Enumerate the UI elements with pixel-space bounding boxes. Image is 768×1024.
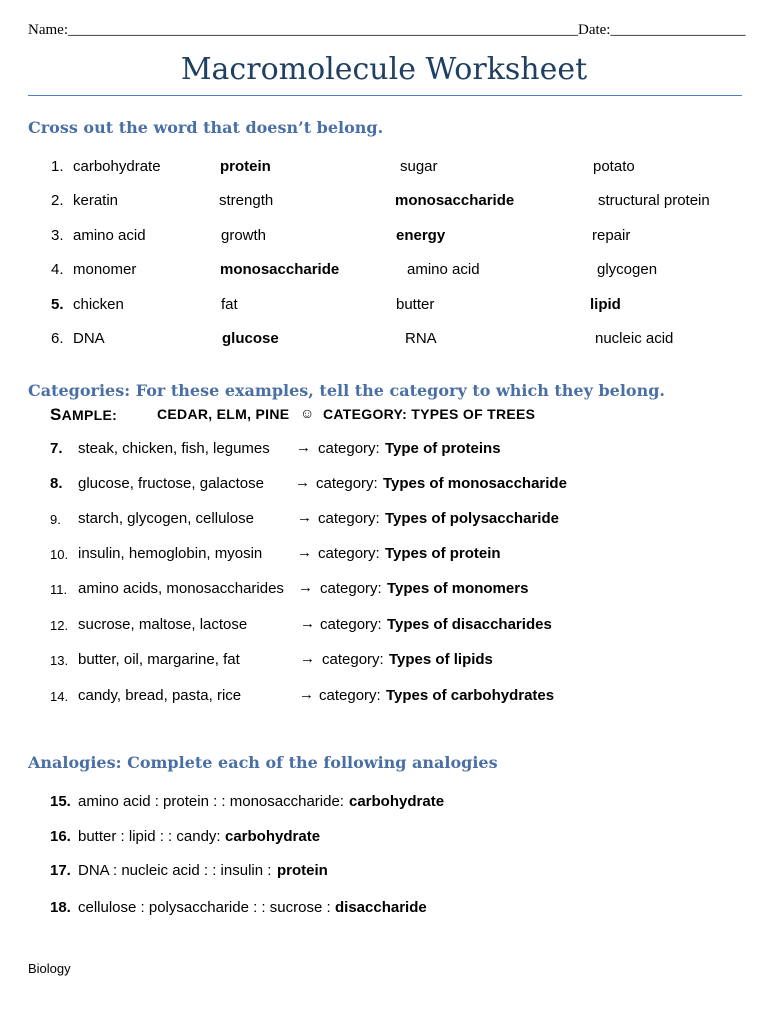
word-option: monosaccharide (220, 261, 340, 278)
question-number: 7. (50, 440, 63, 457)
category-answer: Types of monosaccharide (383, 475, 567, 492)
analogy-answer: carbohydrate (225, 828, 321, 845)
category-answer: Type of proteins (385, 440, 501, 457)
word-option: lipid (590, 296, 621, 313)
word-option: butter (396, 296, 435, 313)
question-number: 6. (51, 330, 64, 347)
arrow-right-icon: → (298, 579, 313, 596)
example-list: starch, glycogen, cellulose (78, 510, 254, 527)
question-number: 2. (51, 192, 64, 209)
arrow-right-icon: → (296, 439, 311, 456)
category-answer: Types of monomers (387, 580, 529, 597)
example-list: amino acids, monosaccharides (78, 580, 284, 597)
arrow-right-icon: → (300, 615, 315, 632)
word-option: glucose (222, 330, 279, 347)
category-answer: Types of lipids (389, 651, 493, 668)
question-number: 12. (50, 618, 69, 633)
question-number: 14. (50, 689, 69, 704)
smiley-icon: ☺ (300, 405, 315, 421)
title-divider (28, 95, 742, 96)
example-list: sucrose, maltose, lactose (78, 616, 248, 633)
word-option: RNA (405, 330, 437, 347)
question-number: 8. (50, 475, 63, 492)
word-option: DNA (73, 330, 105, 347)
category-answer: Types of polysaccharide (385, 510, 559, 527)
section-cross-out-heading: Cross out the word that doesn’t belong. (28, 118, 384, 137)
example-list: glucose, fructose, galactose (78, 475, 264, 492)
example-list: butter, oil, margarine, fat (78, 651, 240, 668)
analogy-answer: carbohydrate (349, 793, 445, 810)
sample-row (50, 405, 117, 425)
arrow-right-icon: → (299, 686, 314, 703)
footer-subject: Biology (28, 961, 71, 976)
category-label: category: (322, 651, 384, 668)
word-option: repair (592, 227, 631, 244)
section-categories-heading: Categories: For these examples, tell the category to which they belong. (28, 381, 665, 400)
word-option: monomer (73, 261, 137, 278)
name-blank-line: ____________________________________________________________________ (67, 22, 578, 38)
category-label: category: (316, 475, 378, 492)
analogy-prompt: amino acid : protein : : monosaccharide: (78, 793, 344, 810)
word-option: nucleic acid (595, 330, 674, 347)
word-option: keratin (73, 192, 119, 209)
question-number: 13. (50, 653, 69, 668)
analogy-prompt: DNA : nucleic acid : : insulin : (78, 862, 272, 879)
name-label: Name: (28, 22, 68, 38)
category-answer: Types of disaccharides (387, 616, 552, 633)
category-label: category: (319, 687, 381, 704)
category-answer: Types of protein (385, 545, 501, 562)
word-option: energy (396, 227, 446, 244)
category-label: category: (318, 440, 380, 457)
category-answer: Types of carbohydrates (386, 687, 555, 704)
question-number: 16. (50, 828, 71, 845)
word-option: sugar (400, 158, 438, 175)
example-list: candy, bread, pasta, rice (78, 687, 242, 704)
arrow-right-icon: → (297, 509, 312, 526)
date-blank-line: __________________ (610, 22, 746, 38)
date-label: Date: (577, 22, 611, 38)
name-field-row (28, 22, 745, 39)
arrow-right-icon: → (297, 544, 312, 561)
word-option: structural protein (598, 192, 710, 209)
word-option: strength (219, 192, 274, 209)
question-number: 9. (50, 512, 61, 527)
word-option: fat (221, 296, 238, 313)
arrow-right-icon: → (300, 650, 315, 667)
analogy-prompt: butter : lipid : : candy: (78, 828, 221, 845)
example-list: insulin, hemoglobin, myosin (78, 545, 263, 562)
question-number: 1. (51, 158, 64, 175)
example-list: steak, chicken, fish, legumes (78, 440, 270, 457)
word-option: monosaccharide (395, 192, 515, 209)
question-number: 5. (51, 296, 64, 313)
category-label: category: (318, 510, 380, 527)
category-label: category: (318, 545, 380, 562)
page-title: Macromolecule Worksheet (180, 52, 588, 87)
question-number: 10. (50, 547, 69, 562)
question-number: 17. (50, 862, 71, 879)
question-number: 3. (51, 227, 64, 244)
analogy-prompt: cellulose : polysaccharide : : sucrose : (78, 899, 331, 916)
word-option: chicken (73, 296, 124, 313)
analogy-answer: disaccharide (335, 899, 427, 916)
word-option: potato (593, 158, 635, 175)
question-number: 15. (50, 793, 71, 810)
question-number: 11. (50, 582, 68, 597)
category-label: category: (320, 580, 382, 597)
word-option: amino acid (407, 261, 480, 278)
word-option: growth (221, 227, 267, 244)
word-option: glycogen (597, 261, 658, 278)
sample-category: CATEGORY: TYPES OF TREES (323, 406, 536, 422)
category-label: category: (320, 616, 382, 633)
question-number: 4. (51, 261, 64, 278)
section-analogies-heading: Analogies: Complete each of the following analogies (28, 753, 498, 772)
word-option: protein (220, 158, 271, 175)
analogy-answer: protein (277, 862, 328, 879)
sample-examples: CEDAR, ELM, PINE (157, 406, 290, 422)
word-option: amino acid (73, 227, 146, 244)
sample-label-initial: S (50, 405, 62, 424)
arrow-right-icon: → (295, 474, 310, 491)
sample-label-rest: AMPLE: (61, 407, 118, 423)
word-option: carbohydrate (73, 158, 161, 175)
question-number: 18. (50, 899, 71, 916)
